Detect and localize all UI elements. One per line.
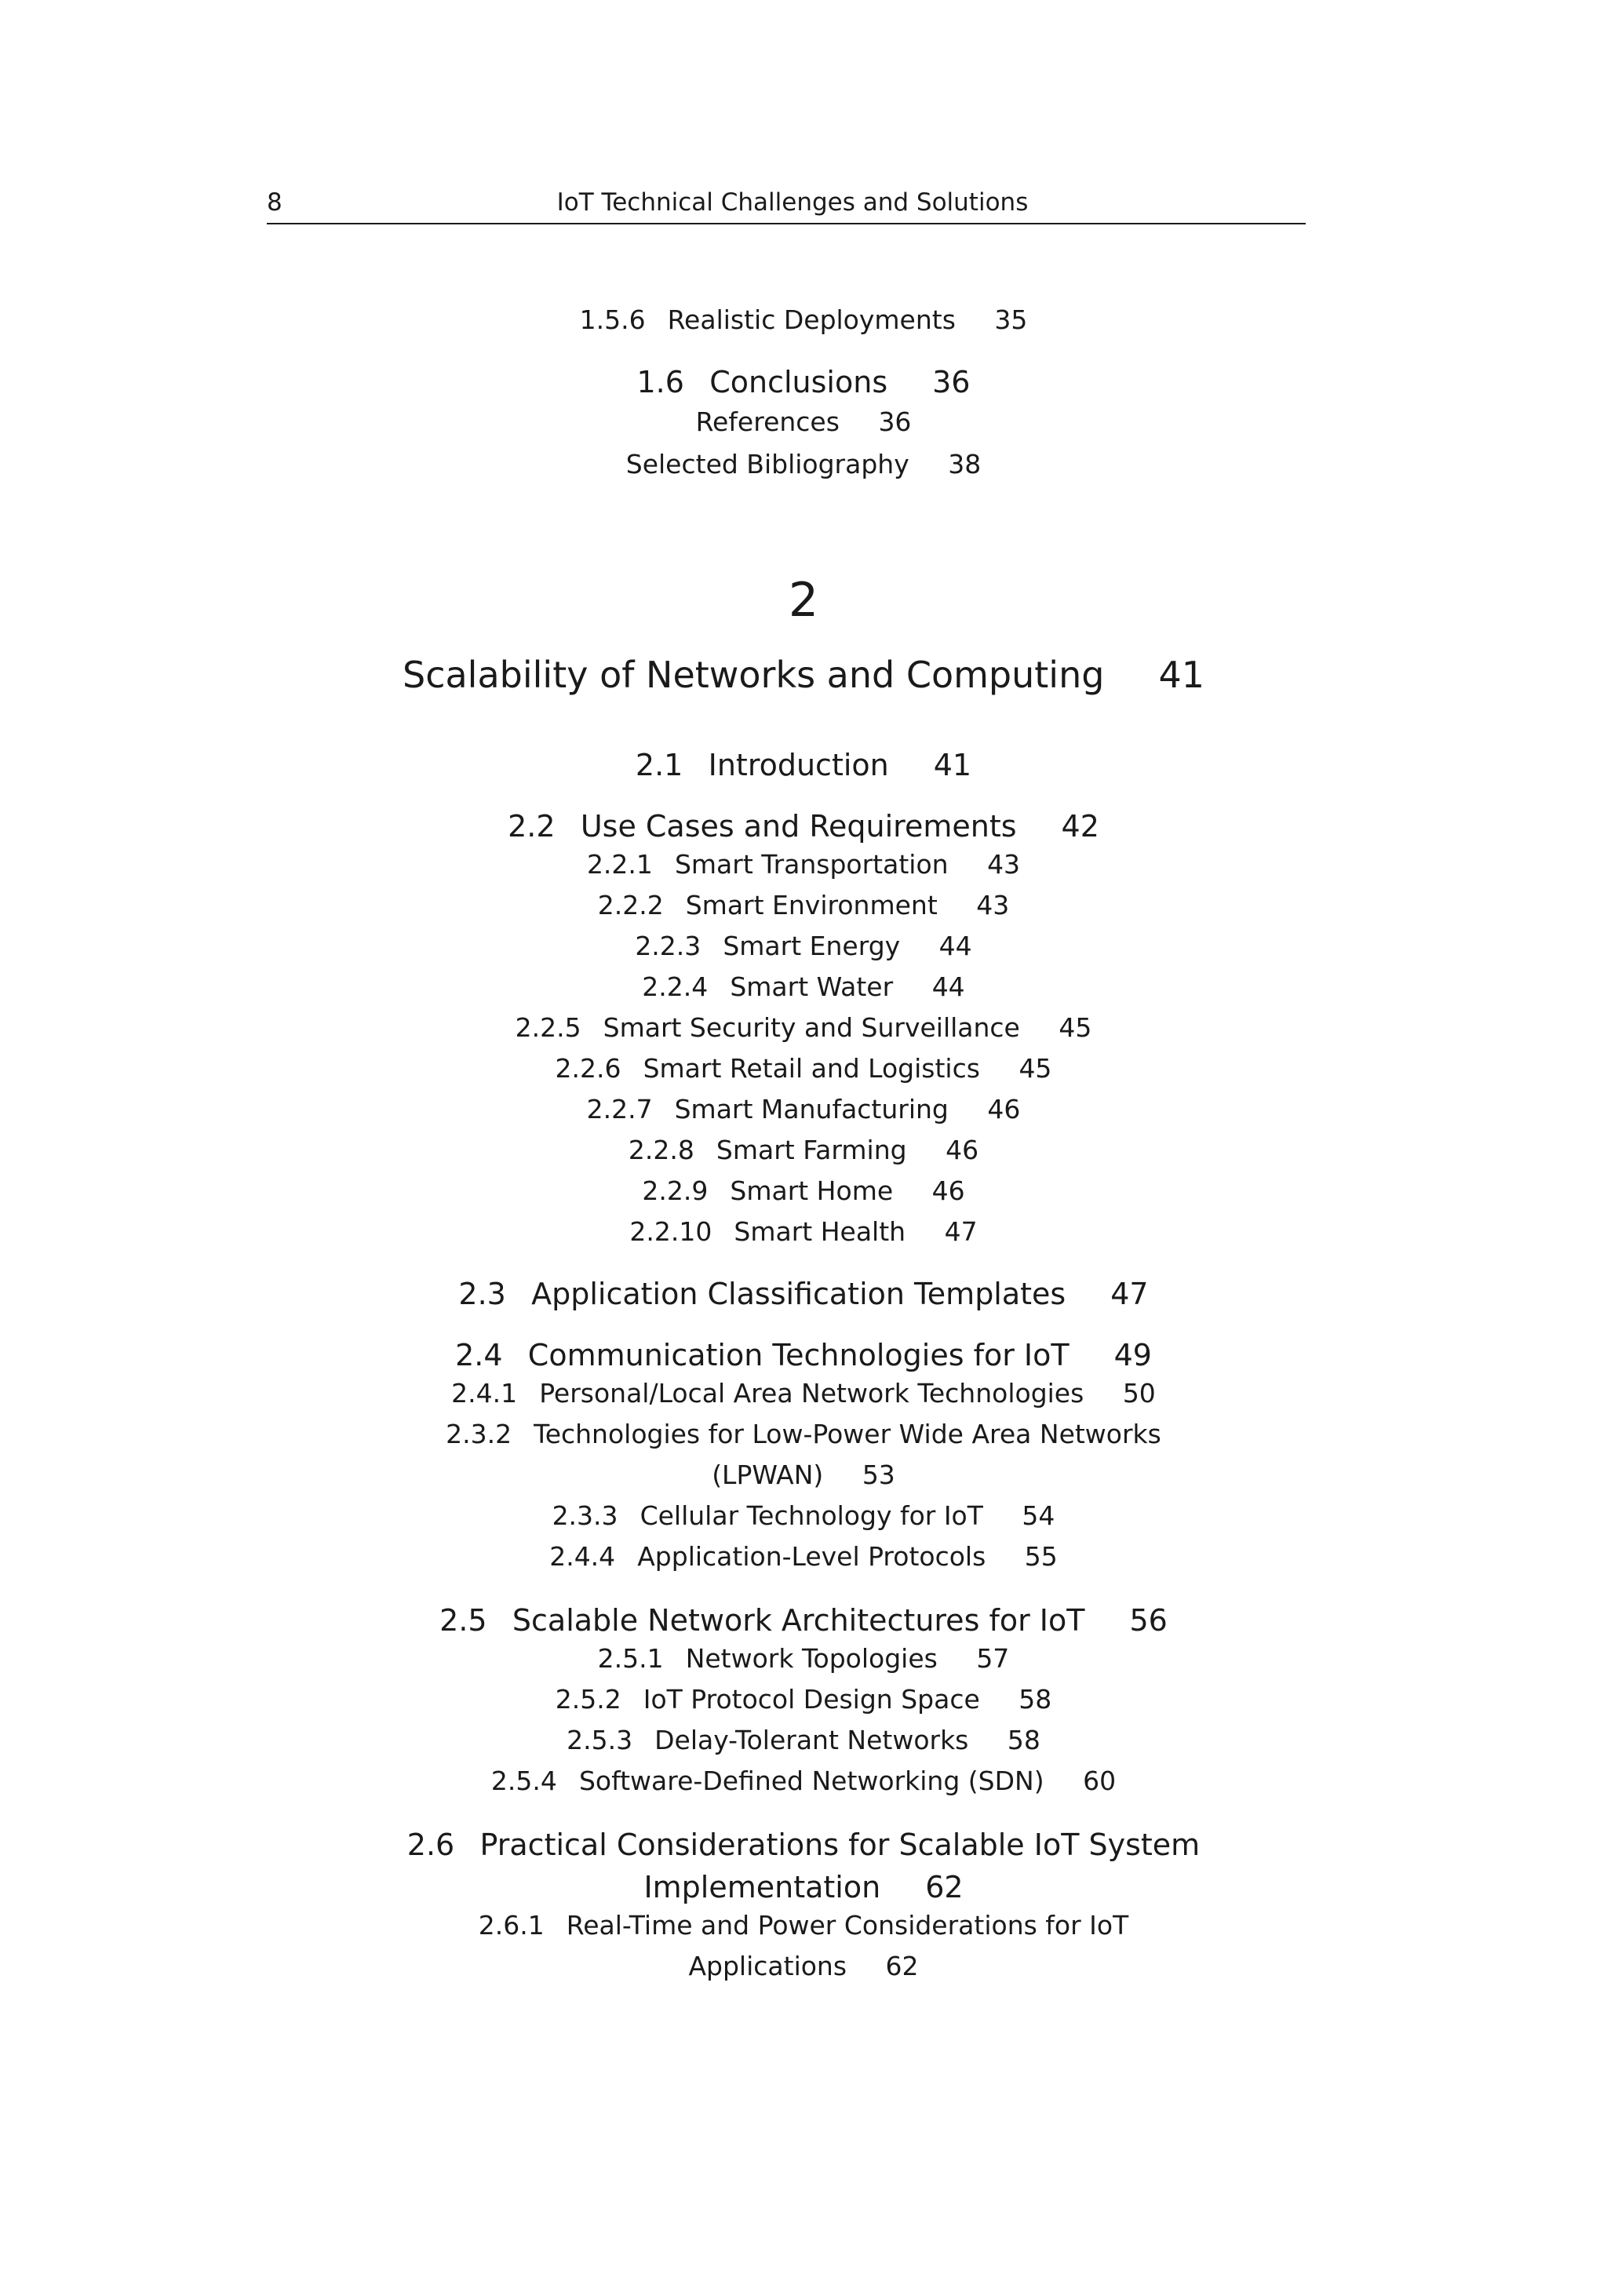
toc-entry-page: 47 [1110, 1277, 1149, 1311]
toc-entry-number: 2.2 [508, 809, 556, 844]
toc-subsection-entry [0, 1766, 1607, 1797]
toc-entry-number: 2.3.3 [552, 1500, 618, 1531]
toc-subsection-entry [0, 931, 1607, 962]
toc-entry-page: 55 [1024, 1541, 1058, 1572]
toc-entry-title: Communication Technologies for IoT [527, 1338, 1070, 1372]
toc-entry-title: Smart Farming [716, 1135, 907, 1165]
toc-entry-title: Network Topologies [685, 1643, 938, 1674]
toc-subsection-entry [0, 1012, 1607, 1044]
toc-entry-page: 36 [932, 365, 971, 399]
running-title: IoT Technical Challenges and Solutions [556, 188, 1029, 217]
toc-entry-title: Cellular Technology for IoT [640, 1500, 983, 1531]
toc-entry-title: Smart Retail and Logistics [643, 1053, 980, 1084]
toc-entry-number: 2.2.7 [586, 1094, 653, 1124]
toc-entry-number: 2.2.8 [628, 1135, 694, 1165]
toc-entry-number: 2.4.1 [451, 1378, 518, 1409]
toc-entry-title: Software-Defined Networking (SDN) [578, 1766, 1044, 1796]
toc-entry-number: 2.2.5 [515, 1012, 581, 1043]
toc-entry-page: 60 [1083, 1766, 1117, 1796]
toc-entry-title: References [695, 406, 840, 437]
toc-entry-title: Smart Security and Surveillance [603, 1012, 1020, 1043]
toc-entry-number: 2.5.4 [490, 1766, 557, 1796]
toc-section-entry [0, 1602, 1607, 1638]
toc-entry-title: Conclusions [709, 365, 888, 399]
toc-entry-page: 44 [938, 931, 972, 961]
toc-entry-number: 1.5.6 [579, 304, 646, 335]
toc-entry-title: Applications [688, 1951, 847, 1981]
toc-entry-number: 2.6.1 [478, 1910, 545, 1941]
toc-entry-title: IoT Protocol Design Space [643, 1684, 980, 1715]
toc-entry-number: 2.4 [455, 1338, 503, 1372]
toc-entry-page: 57 [976, 1643, 1010, 1674]
toc-entry-page: 58 [1018, 1684, 1052, 1715]
toc-subsection-entry [0, 449, 1607, 480]
toc-subsection-entry [0, 1684, 1607, 1715]
toc-entry-page: 42 [1061, 809, 1099, 844]
toc-entry-title: Introduction [708, 748, 889, 782]
toc-entry-title: Smart Home [730, 1175, 894, 1206]
toc-entry-page: 46 [931, 1175, 965, 1206]
toc-section-entry [0, 1827, 1607, 1863]
toc-entry-page: 49 [1113, 1338, 1152, 1372]
toc-entry-number: 2.3.2 [446, 1419, 512, 1449]
toc-subsection-entry [0, 1541, 1607, 1573]
toc-entry-title: Smart Energy [723, 931, 901, 961]
toc-entry-page: 44 [931, 971, 965, 1002]
toc-subsection-entry [0, 1460, 1607, 1491]
toc-entry-page: 50 [1122, 1378, 1156, 1409]
toc-entry-number: 1.6 [636, 365, 684, 399]
toc-subsection-entry [0, 890, 1607, 921]
toc-subsection-entry [0, 849, 1607, 880]
toc-entry-page: 47 [944, 1216, 978, 1247]
toc-section-entry [0, 1337, 1607, 1373]
toc-entry-page: 36 [878, 406, 912, 437]
toc-entry-page: 35 [994, 304, 1028, 335]
toc-entry-number: 2.6 [406, 1828, 455, 1862]
toc-subsection-entry [0, 1135, 1607, 1166]
toc-entry-title: Scalability of Networks and Computing [403, 654, 1105, 696]
toc-entry-number: 2.5 [439, 1603, 487, 1638]
toc-subsection-entry [0, 1419, 1607, 1450]
toc-entry-number: 2.2.6 [555, 1053, 621, 1084]
toc-entry-number: 2.2.2 [597, 890, 664, 920]
toc-entry-number: 2 [788, 573, 819, 628]
toc-entry-number: 2.2.1 [586, 849, 653, 880]
toc-entry-title: Smart Health [734, 1216, 906, 1247]
toc-entry-number: 2.4.4 [549, 1541, 616, 1572]
toc-entry-page: 45 [1059, 1012, 1092, 1043]
toc-entry-page: 56 [1129, 1603, 1168, 1638]
toc-entry-number: 2.2.4 [642, 971, 709, 1002]
toc-entry-page: 62 [925, 1870, 964, 1904]
toc-entry-title: Practical Considerations for Scalable IoT System [479, 1828, 1201, 1862]
toc-subsection-entry [0, 1643, 1607, 1675]
toc-entry-page: 38 [948, 449, 982, 479]
toc-entry-page: 43 [987, 849, 1021, 880]
toc-entry-title: Delay-Tolerant Networks [654, 1725, 969, 1755]
toc-entry-page: 41 [1158, 654, 1204, 696]
toc-entry-page: 45 [1018, 1053, 1052, 1084]
toc-subsection-entry [0, 1951, 1607, 1982]
toc-subsection-entry [0, 1216, 1607, 1248]
toc-entry-page: 46 [946, 1135, 979, 1165]
toc-entry-title: Realistic Deployments [667, 304, 956, 335]
toc-section-entry [0, 364, 1607, 400]
toc-subsection-entry [0, 971, 1607, 1003]
toc-entry-title: Smart Manufacturing [674, 1094, 949, 1124]
toc-subsection-entry [0, 1910, 1607, 1941]
toc-entry-number: 2.3 [458, 1277, 506, 1311]
toc-entry-title: Personal/Local Area Network Technologies [539, 1378, 1084, 1409]
toc-entry-title: Application-Level Protocols [637, 1541, 986, 1572]
running-header [267, 187, 1306, 224]
toc-entry-number: 2.2.10 [629, 1216, 712, 1247]
toc-subsection-entry [0, 1175, 1607, 1207]
toc-entry-title: Real-Time and Power Considerations for IoT [566, 1910, 1129, 1941]
toc-entry-title: Scalable Network Architectures for IoT [512, 1603, 1085, 1638]
toc-entry-page: 43 [976, 890, 1010, 920]
toc-entry-title: Use Cases and Requirements [580, 809, 1017, 844]
toc-entry-page: 41 [933, 748, 972, 782]
toc-section-entry [0, 747, 1607, 783]
toc-entry-title: Application Classification Templates [531, 1277, 1066, 1311]
toc-subsection-entry [0, 304, 1607, 336]
toc-subsection-entry [0, 1053, 1607, 1084]
toc-entry-title: Implementation [643, 1870, 881, 1904]
toc-entry-page: 46 [987, 1094, 1021, 1124]
toc-entry-title: (LPWAN) [712, 1460, 824, 1490]
toc-subsection-entry [0, 1500, 1607, 1532]
toc-entry-page: 53 [862, 1460, 895, 1490]
toc-entry-title: Technologies for Low-Power Wide Area Networks [534, 1419, 1161, 1449]
chapter-number [0, 573, 1607, 628]
toc-entry-title: Smart Environment [685, 890, 938, 920]
toc-entry-title: Selected Bibliography [625, 449, 909, 479]
chapter-title-entry [0, 653, 1607, 697]
toc-entry-number: 2.1 [635, 748, 683, 782]
toc-section-entry [0, 1869, 1607, 1905]
toc-entry-number: 2.2.9 [642, 1175, 709, 1206]
toc-subsection-entry [0, 406, 1607, 438]
toc-entry-number: 2.5.1 [597, 1643, 664, 1674]
toc-subsection-entry [0, 1725, 1607, 1756]
toc-entry-page: 54 [1022, 1500, 1055, 1531]
toc-subsection-entry [0, 1094, 1607, 1125]
toc-entry-title: Smart Water [730, 971, 894, 1002]
toc-entry-title: Smart Transportation [674, 849, 949, 880]
toc-entry-number: 2.2.3 [635, 931, 701, 961]
toc-section-entry [0, 808, 1607, 844]
page-number: 8 [267, 188, 282, 217]
toc-entry-number: 2.5.3 [567, 1725, 633, 1755]
toc-section-entry [0, 1276, 1607, 1312]
toc-subsection-entry [0, 1378, 1607, 1409]
toc-entry-number: 2.5.2 [555, 1684, 621, 1715]
toc-entry-page: 58 [1007, 1725, 1040, 1755]
toc-entry-page: 62 [885, 1951, 919, 1981]
